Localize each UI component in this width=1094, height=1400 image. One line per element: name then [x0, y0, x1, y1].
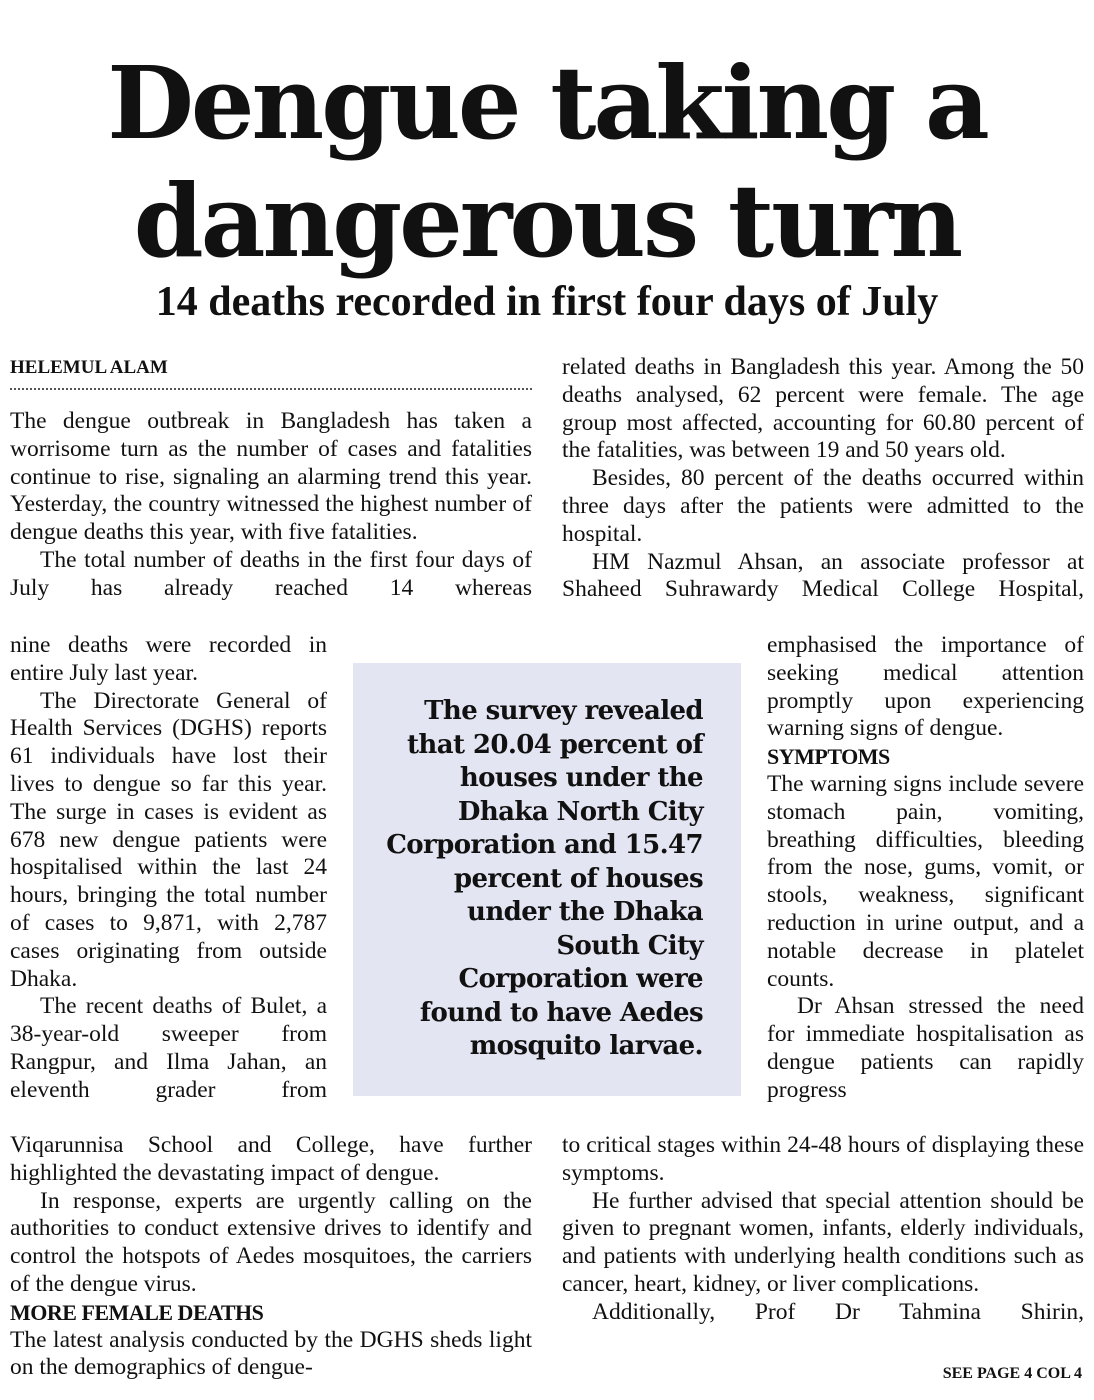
paragraph: Dr Ahsan stressed the need for immediate hospitalisation as dengue patients can rapidly progress: [767, 993, 1084, 1103]
paragraph: The latest analysis conducted by the DGHS sheds light on the demographics of dengue-: [10, 1326, 532, 1381]
paragraph: HM Nazmul Ahsan, an associate professor at Shaheed Suhrawardy Medical College Hospital,: [562, 548, 1084, 603]
paragraph: The Directorate General of Health Services (DGHS) reports 61 individuals have lost their lives to dengue so far this year. The surge in cases is evident as 678 new dengue patients were hospitalised within the last 24 hours, bringing the total number of cases to 9,871, with 2,787 cases originating from outside Dhaka.: [10, 687, 327, 992]
pull-quote-box: [353, 663, 741, 1096]
paragraph: Besides, 80 percent of the deaths occurred within three days after the patients were admitted to the hospital.: [562, 465, 1084, 547]
paragraph: nine deaths were recorded in entire July last year.: [10, 632, 327, 686]
headline: [0, 44, 1094, 280]
paragraph: Viqarunnisa School and College, have further highlighted the devastating impact of dengue.: [10, 1132, 532, 1186]
paragraph: related deaths in Bangladesh this year. Among the 50 deaths analysed, 62 percent were female. The age group most affected, accounting for 60.80 percent of the fatalities, was between 19 and 50 years old.: [562, 354, 1084, 464]
subheadline: 14 deaths recorded in first four days of July: [155, 279, 939, 325]
section-subhead: MORE FEMALE DEATHS: [10, 1299, 264, 1325]
right-column-top: [562, 354, 1084, 634]
byline: HELEMUL ALAM: [10, 356, 532, 390]
paragraph: Additionally, Prof Dr Tahmina Shirin,: [592, 1298, 1084, 1325]
left-column-bottom: [10, 1132, 532, 1384]
headline-line-1: Dengue taking a: [107, 44, 987, 162]
left-column-top: [10, 408, 532, 632]
paragraph: The dengue outbreak in Bangladesh has taken a worrisome turn as the number of cases and fatalities continue to rise, signaling an alarming trend this year. Yesterday, the country witnessed the highest number of dengue deaths this year, with five fatalities.: [10, 408, 532, 546]
pull-quote: The survey revealed that 20.04 percent of houses under the Dhaka North City Corporation and 15.47 percent of houses under the Dhaka South City Corporation were found to have Aedes mosquito larvae.: [386, 696, 703, 1061]
paragraph: The warning signs include severe stomach pain, vomiting, breathing difficulties, bleeding from the nose, gums, vomit, or stools, weakness, significant reduction in urine output, and a notable decrease in platelet counts.: [767, 770, 1084, 992]
left-column-wrap: [10, 632, 327, 1134]
paragraph: to critical stages within 24-48 hours of displaying these symptoms.: [562, 1132, 1084, 1186]
headline-line-2: dangerous turn: [133, 162, 961, 280]
paragraph: The total number of deaths in the first four days of July has already reached 14 whereas: [10, 546, 532, 601]
paragraph: He further advised that special attention should be given to pregnant women, infants, elderly individuals, and patients with underlying health conditions such as cancer, heart, kidney, or liver complications.: [562, 1187, 1084, 1297]
paragraph: In response, experts are urgently calling on the authorities to conduct extensive drives to identify and control the hotspots of Aedes mosquitoes, the carriers of the dengue virus.: [10, 1187, 532, 1297]
right-column-wrap: [767, 632, 1084, 1134]
paragraph: The recent deaths of Bulet, a 38-year-old sweeper from Rangpur, and Ilma Jahan, an eleventh grader from: [10, 993, 327, 1103]
jump-line: SEE PAGE 4 COL 4: [942, 1365, 1082, 1382]
right-column-bottom: [562, 1132, 1084, 1358]
section-subhead: SYMPTOMS: [767, 744, 890, 770]
paragraph: emphasised the importance of seeking medical attention promptly upon experiencing warning signs of dengue.: [767, 632, 1084, 742]
